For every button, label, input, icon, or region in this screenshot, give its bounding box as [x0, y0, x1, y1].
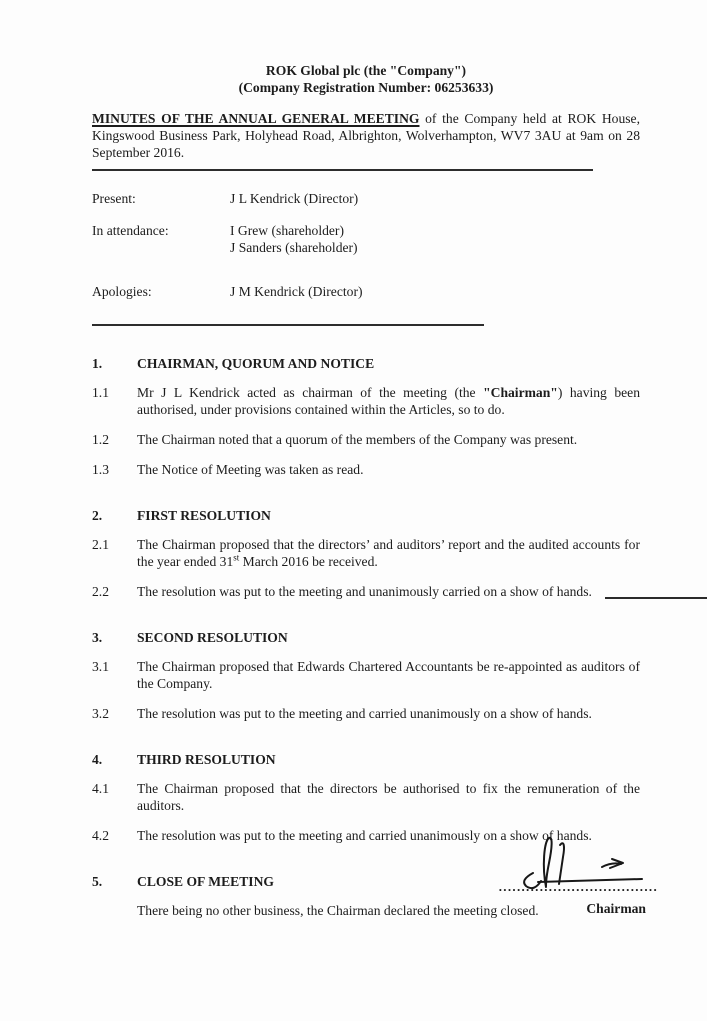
- in-attendance-values: [230, 222, 358, 256]
- item-text-part: ) having been authorised, under provisions contained within the Articles, so to do.: [137, 385, 641, 417]
- apologies-label: Apologies:: [92, 284, 152, 299]
- item-text: The Chairman proposed that the directors be authorised to fix the remuneration of the auditors.: [137, 781, 640, 813]
- section-heading: [92, 629, 640, 646]
- item-text: The resolution was put to the meeting and carried unanimously on a show of hands.: [137, 706, 592, 721]
- item-text-part: March 2016 be received.: [239, 554, 378, 569]
- item-text: The Chairman noted that a quorum of the members of the Company was present.: [137, 432, 578, 447]
- item-text: The resolution was put to the meeting and carried unanimously on a show of hands.: [137, 828, 592, 843]
- item-text: [137, 536, 640, 570]
- item-number: 1.1: [92, 385, 109, 400]
- item-number: 3.1: [92, 659, 109, 674]
- section-number: 5.: [92, 874, 103, 889]
- closing-statement-item: [92, 902, 640, 919]
- scan-artifact-line: [605, 597, 707, 599]
- item-text-part: The Chairman proposed that the directors’ and auditors’ report and the audited accounts for the year ended 31: [137, 537, 640, 569]
- item-number: 3.2: [92, 706, 109, 721]
- in-attendance-value: J Sanders (shareholder): [230, 240, 358, 255]
- present-value: J L Kendrick (Director): [230, 191, 359, 206]
- document-header: [92, 62, 640, 96]
- section-third-resolution: [92, 751, 640, 844]
- minute-item: [92, 384, 640, 418]
- minute-item: [92, 780, 640, 814]
- section-title: SECOND RESOLUTION: [137, 630, 288, 645]
- present-row: [92, 190, 640, 207]
- intro-paragraph-text: of the Company held at ROK House, Kingswood Business Park, Holyhead Road, Albrighton, Wolverhampton, WV7 3AU at 9am on 28 September 2016.: [92, 111, 640, 160]
- ordinal-superscript: st: [233, 552, 240, 563]
- item-number-empty: [92, 902, 137, 919]
- section-chairman-quorum-notice: [92, 355, 640, 478]
- item-text: The Notice of Meeting was taken as read.: [137, 462, 364, 477]
- minute-item: [92, 658, 640, 692]
- minute-item: [92, 431, 640, 448]
- item-text-part: Mr J L Kendrick acted as chairman of the meeting (the: [137, 385, 484, 400]
- item-number: 2.2: [92, 584, 109, 599]
- section-heading: [92, 355, 640, 372]
- section-first-resolution: [92, 507, 640, 600]
- section-number: 3.: [92, 630, 103, 645]
- section-heading: [92, 751, 640, 768]
- item-number: 4.2: [92, 828, 109, 843]
- in-attendance-value: I Grew (shareholder): [230, 223, 344, 238]
- section-number: 4.: [92, 752, 103, 767]
- section-title: THIRD RESOLUTION: [137, 752, 276, 767]
- item-text: The resolution was put to the meeting and unanimously carried on a show of hands.: [137, 584, 592, 599]
- minute-item: [92, 461, 640, 478]
- item-text: [137, 384, 640, 418]
- item-number: 2.1: [92, 537, 109, 552]
- horizontal-rule-attendance: [92, 324, 484, 326]
- intro-paragraph: [92, 110, 640, 161]
- signature-role-label: Chairman: [586, 901, 646, 916]
- minute-item: [92, 705, 640, 722]
- apologies-value: J M Kendrick (Director): [230, 284, 363, 299]
- in-attendance-row: [92, 222, 640, 256]
- minute-item: [92, 536, 640, 570]
- minutes-title: MINUTES OF THE ANNUAL GENERAL MEETING: [92, 111, 420, 126]
- horizontal-rule-top: [92, 169, 593, 171]
- present-label: Present:: [92, 191, 136, 206]
- section-number: 2.: [92, 508, 103, 523]
- section-number: 1.: [92, 356, 103, 371]
- registration-number-line: (Company Registration Number: 06253633): [238, 80, 494, 95]
- item-number: 1.3: [92, 462, 109, 477]
- signature-dotted-line: ...................................: [498, 879, 658, 894]
- apologies-row: [92, 283, 640, 300]
- item-number: 4.1: [92, 781, 109, 796]
- closing-statement-text: There being no other business, the Chairman declared the meeting closed.: [137, 903, 539, 918]
- section-title: CHAIRMAN, QUORUM AND NOTICE: [137, 356, 375, 371]
- item-number: 1.2: [92, 432, 109, 447]
- section-heading: [92, 507, 640, 524]
- minute-item: [92, 583, 640, 600]
- item-text: The Chairman proposed that Edwards Chartered Accountants be re-appointed as auditors of the Company.: [137, 659, 640, 691]
- section-title: CLOSE OF MEETING: [137, 874, 274, 889]
- section-title: FIRST RESOLUTION: [137, 508, 271, 523]
- in-attendance-label: In attendance:: [92, 223, 169, 238]
- company-name-line: ROK Global plc (the "Company"): [265, 63, 467, 78]
- item-text-bold-part: "Chairman": [483, 385, 558, 400]
- section-second-resolution: [92, 629, 640, 722]
- attendance-block: [92, 190, 640, 300]
